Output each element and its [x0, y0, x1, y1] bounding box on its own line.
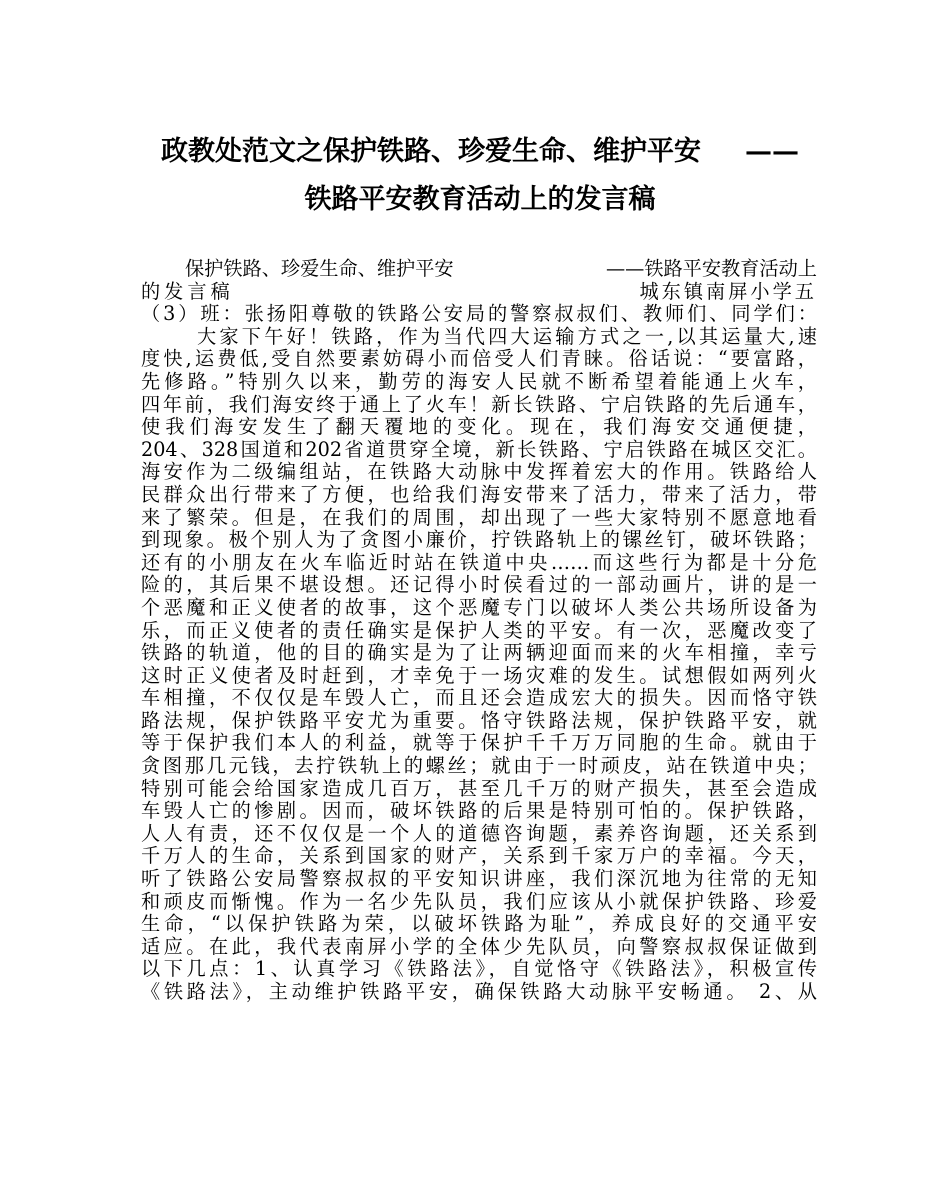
- document-title-line-2: 铁路平安教育活动上的发言稿: [304, 184, 656, 215]
- header-row-2: [141, 281, 817, 304]
- body-line: 和顽皮而惭愧。作为一名少先队员，我们应该从小就保护铁路、珍爱: [141, 890, 817, 913]
- body-line: 还有的小朋友在火车临近时站在铁道中央……而这些行为都是十分危: [141, 551, 817, 574]
- body-line: 千万人的生命，关系到国家的财产，关系到千家万户的幸福。今天，: [141, 845, 817, 868]
- body-line: 生命，“以保护铁路为荣，以破坏铁路为耻”，养成良好的交通平安: [141, 913, 817, 936]
- body-line: 人人有责，还不仅仅是一个人的道德咨询题，素养咨询题，还关系到: [141, 822, 817, 845]
- title-dash: ——: [745, 136, 799, 167]
- body-line: 车相撞，不仅仅是车毁人亡，而且还会造成宏大的损失。因而恪守铁: [141, 687, 817, 710]
- document-body: [141, 258, 817, 1004]
- body-line: 车毁人亡的惨剧。因而，破坏铁路的后果是特别可怕的。保护铁路，: [141, 800, 817, 823]
- body-line: 铁路的轨道，他的目的确实是为了让两辆迎面而来的火车相撞，幸亏: [141, 642, 817, 665]
- body-line: 贪图那几元钱，去拧铁轨上的螺丝；就由于一时顽皮，站在铁道中央；: [141, 755, 817, 778]
- header-row-1-right: ——铁路平安教育活动上: [605, 257, 817, 280]
- body-line: （3）班：张扬阳尊敬的铁路公安局的警察叔叔们、教师们、同学们：: [141, 303, 817, 326]
- header-row-2-left: 的发言稿: [141, 279, 234, 303]
- body-line: 先修路。”特别久以来，勤劳的海安人民就不断希望着能通上火车，: [141, 370, 817, 393]
- body-line: 以下几点：1、认真学习《铁路法》，自觉恪守《铁路法》，积极宣传: [141, 958, 817, 981]
- document-title-line-1: [120, 136, 840, 168]
- body-line: 到现象。极个别人为了贪图小廉价，拧铁路轨上的镙丝钉，破坏铁路；: [141, 529, 817, 552]
- body-line: 民群众出行带来了方便，也给我们海安带来了活力，带来了活力，带: [141, 483, 817, 506]
- body-line: 204、328国道和202省道贯穿全境，新长铁路、宁启铁路在城区交汇。: [141, 438, 817, 461]
- body-line: 险的，其后果不堪设想。还记得小时侯看过的一部动画片，讲的是一: [141, 574, 817, 597]
- body-line: 等于保护我们本人的利益，就等于保护千千万万同胞的生命。就由于: [141, 732, 817, 755]
- body-line: 四年前，我们海安终于通上了火车！新长铁路、宁启铁路的先后通车，: [141, 393, 817, 416]
- header-row-2-right: 城东镇南屏小学五: [639, 279, 817, 303]
- body-line: 这时正义使者及时赶到，才幸免于一场灾难的发生。试想假如两列火: [141, 664, 817, 687]
- title-main-text: 政教处范文之保护铁路、珍爱生命、维护平安: [161, 136, 701, 167]
- body-line: 特别可能会给国家造成几百万，甚至几千万的财产损失，甚至会造成: [141, 777, 817, 800]
- body-line: 使我们海安发生了翻天覆地的变化。现在，我们海安交通便捷，: [141, 416, 817, 439]
- body-line: 大家下午好！铁路，作为当代四大运输方式之一,以其运量大,速: [197, 325, 817, 348]
- body-line: 海安作为二级编组站，在铁路大动脉中发挥着宏大的作用。铁路给人: [141, 461, 817, 484]
- body-line: 来了繁荣。但是，在我们的周围，却出现了一些大家特别不愿意地看: [141, 506, 817, 529]
- header-row-1: [141, 258, 817, 281]
- body-line: 个恶魔和正义使者的故事，这个恶魔专门以破坏人类公共场所设备为: [141, 596, 817, 619]
- header-row-1-left: 保护铁路、珍爱生命、维护平安: [185, 257, 454, 280]
- body-line: 适应。在此，我代表南屏小学的全体少先队员，向警察叔叔保证做到: [141, 935, 817, 958]
- body-line: 《铁路法》，主动维护铁路平安，确保铁路大动脉平安畅通。 2、从: [141, 981, 817, 1003]
- body-line: 听了铁路公安局警察叔叔的平安知识讲座，我们深沉地为往常的无知: [141, 868, 817, 891]
- body-line: 乐，而正义使者的责任确实是保护人类的平安。有一次，恶魔改变了: [141, 619, 817, 642]
- body-line: 度快,运费低,受自然要素妨碍小而倍受人们青睐。俗话说：“要富路，: [141, 348, 817, 371]
- body-line: 路法规，保护铁路平安尤为重要。恪守铁路法规，保护铁路平安，就: [141, 709, 817, 732]
